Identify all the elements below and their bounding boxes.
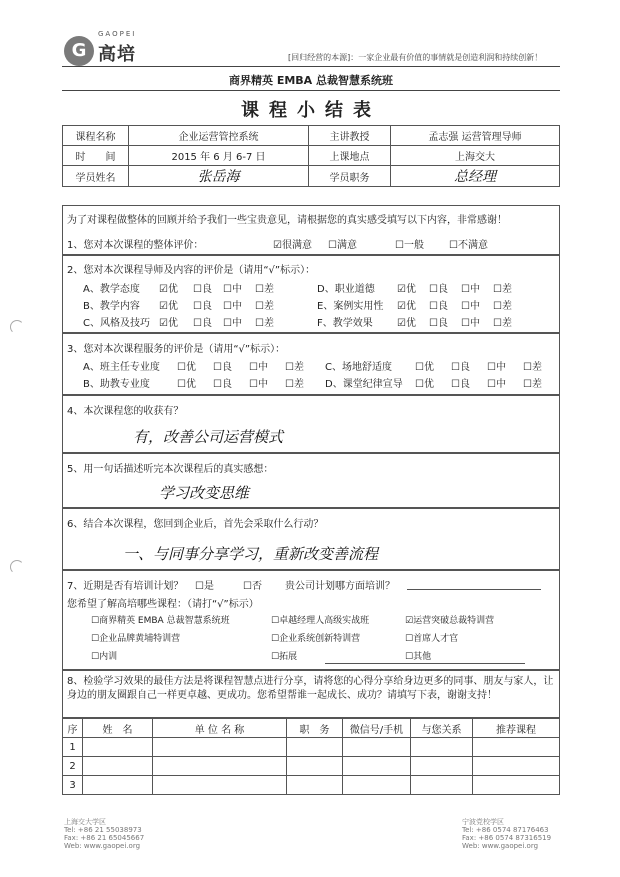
row-number: 2 <box>63 757 83 776</box>
q7-course-option[interactable]: ☐内训 <box>91 652 118 662</box>
q5-label: 5、用一句话描述听完本次课程后的真实感想： <box>67 464 274 475</box>
footer-line: Web: www.gaopei.org <box>64 842 141 850</box>
row-number: 3 <box>63 776 83 795</box>
referral-col-header: 与您关系 <box>411 719 473 738</box>
gaopei-logo <box>64 30 154 66</box>
q2-option[interactable]: ☑优 <box>159 301 178 312</box>
student-position: 总经理 <box>391 166 560 187</box>
q7-course-option[interactable]: ☐商界精英 EMBA 总裁智慧系统班 <box>91 616 230 626</box>
course-name-label: 课程名称 <box>63 126 129 146</box>
footer-line: 宁波党校学区 <box>462 818 504 826</box>
course-info-table <box>62 125 560 187</box>
referral-col-header: 职 务 <box>287 719 343 738</box>
referral-cell[interactable] <box>411 776 473 795</box>
intro-text: 为了对课程做整体的回顾并给予我们一些宝贵意见，请根据您的真实感受填写以下内容，非常感谢！ <box>67 215 507 226</box>
referral-cell[interactable] <box>83 757 153 776</box>
binder-hole <box>10 560 24 574</box>
referral-cell[interactable] <box>153 776 287 795</box>
q7-plan-label: 7、近期是否有培训计划？ <box>67 581 184 592</box>
referral-cell[interactable] <box>287 757 343 776</box>
logo-cn: 高培 <box>98 44 136 65</box>
referral-col-header: 微信号/手机 <box>343 719 411 738</box>
section-q5 <box>62 453 560 508</box>
venue-label: 上课地点 <box>309 146 391 166</box>
logo-en: GAOPEI <box>98 30 137 38</box>
q1-opt-unsatisfied[interactable]: ☐不满意 <box>449 240 488 251</box>
referral-cell[interactable] <box>287 776 343 795</box>
footer-line: 上海交大学区 <box>64 818 106 826</box>
q3-option[interactable]: ☐优 <box>415 379 434 390</box>
q2-option[interactable]: ☐良 <box>193 301 212 312</box>
q2-option[interactable]: ☑优 <box>397 301 416 312</box>
footer-right <box>462 818 551 850</box>
footer-line: Web: www.gaopei.org <box>462 842 539 850</box>
q3-option[interactable]: ☐优 <box>415 362 434 373</box>
section-intro <box>62 205 560 255</box>
q2-option[interactable]: ☑优 <box>159 284 178 295</box>
q1-opt-satisfied[interactable]: ☐满意 <box>328 240 357 251</box>
q2-option[interactable]: ☐良 <box>193 318 212 329</box>
referral-cell[interactable] <box>83 738 153 757</box>
q3-criterion-label: B、助教专业度 <box>83 379 150 390</box>
q3-label: 3、您对本次课程服务的评价是（请用“√”标示）： <box>67 344 286 355</box>
q2-option[interactable]: ☐中 <box>223 301 242 312</box>
table-row <box>63 776 560 795</box>
referral-cell[interactable] <box>343 757 411 776</box>
q2-option[interactable]: ☐中 <box>223 284 242 295</box>
q3-criterion-label: C、场地舒适度 <box>325 362 392 373</box>
q3-option[interactable]: ☐良 <box>451 379 470 390</box>
referral-cell[interactable] <box>411 757 473 776</box>
section-q7 <box>62 570 560 670</box>
course-time: 2015 年 6 月 6-7 日 <box>129 146 309 166</box>
referral-cell[interactable] <box>153 738 287 757</box>
section-q8 <box>62 670 560 718</box>
student-name: 张岳海 <box>129 166 309 187</box>
q2-option[interactable]: ☐差 <box>255 318 274 329</box>
referral-table <box>62 718 560 795</box>
q3-option[interactable]: ☐良 <box>451 362 470 373</box>
q2-option[interactable]: ☐良 <box>193 284 212 295</box>
q2-criterion-label: B、教学内容 <box>83 301 140 312</box>
q3-option[interactable]: ☐优 <box>177 362 196 373</box>
logo-g-icon: G <box>64 36 94 66</box>
q8-text: 8、检验学习效果的最佳方法是将课程智慧点进行分享，请将您的心得分享给身边更多的同事、朋友与家人，让身边的朋友圈跟自己一样更卓越、更成功。您希望帮谁一起成长、成功？请填写下表，谢谢支持！ <box>67 676 554 701</box>
q1-opt-very-satisfied[interactable]: ☑很满意 <box>273 240 312 251</box>
referral-col-header: 姓 名 <box>83 719 153 738</box>
q3-option[interactable]: ☐差 <box>285 362 304 373</box>
student-label: 学员姓名 <box>63 166 129 187</box>
referral-cell[interactable] <box>343 738 411 757</box>
q7-other-line[interactable] <box>325 663 525 664</box>
q7-course-option[interactable]: ☑运营突破总裁特训营 <box>405 616 495 626</box>
q3-criterion-label: A、班主任专业度 <box>83 362 160 373</box>
q3-option[interactable]: ☐中 <box>249 379 268 390</box>
referral-col-header: 推荐课程 <box>473 719 560 738</box>
referral-cell[interactable] <box>473 776 560 795</box>
venue: 上海交大 <box>391 146 560 166</box>
footer-line: Tel: +86 21 55038973 <box>64 826 142 834</box>
q3-option[interactable]: ☐中 <box>487 379 506 390</box>
q2-option[interactable]: ☐中 <box>223 318 242 329</box>
q2-option[interactable]: ☐中 <box>461 318 480 329</box>
q1-opt-average[interactable]: ☐一般 <box>395 240 424 251</box>
time-label: 时 间 <box>63 146 129 166</box>
program-title: 商界精英 EMBA 总裁智慧系统班 <box>228 74 394 87</box>
table-row <box>63 757 560 776</box>
q2-criterion-label: F、教学效果 <box>317 318 373 329</box>
q7-course-option[interactable]: ☐企业系统创新特训营 <box>271 634 361 644</box>
section-q3 <box>62 333 560 395</box>
q3-option[interactable]: ☐良 <box>213 379 232 390</box>
referral-cell[interactable] <box>411 738 473 757</box>
q2-criterion-label: A、教学态度 <box>83 284 140 295</box>
q5-answer: 学习改变思维 <box>159 484 250 502</box>
referral-col-header: 序 <box>63 719 83 738</box>
header-divider <box>62 66 560 67</box>
q1-label: 1、您对本次课程的整体评价： <box>67 240 204 251</box>
referral-col-header: 单 位 名 称 <box>153 719 287 738</box>
q2-option[interactable]: ☐差 <box>493 284 512 295</box>
referral-cell[interactable] <box>287 738 343 757</box>
q2-option[interactable]: ☐差 <box>255 284 274 295</box>
page-title: 课程小结表 <box>241 100 381 121</box>
q2-option[interactable]: ☐良 <box>429 301 448 312</box>
section-q4 <box>62 395 560 453</box>
section-q2 <box>62 255 560 333</box>
q7-training-label: 贵公司计划哪方面培训？ <box>285 581 395 592</box>
q7-course-option[interactable]: ☐卓越经理人高级实战班 <box>271 616 370 626</box>
q2-label: 2、您对本次课程导师及内容的评价是（请用“√”标示）： <box>67 265 316 276</box>
binder-hole <box>10 320 24 334</box>
section-q6 <box>62 508 560 570</box>
q3-option[interactable]: ☐优 <box>177 379 196 390</box>
q7-training-line[interactable] <box>407 589 541 590</box>
q2-option[interactable]: ☐差 <box>255 301 274 312</box>
q2-option[interactable]: ☐良 <box>429 318 448 329</box>
q2-option[interactable]: ☑优 <box>397 284 416 295</box>
q3-option[interactable]: ☐良 <box>213 362 232 373</box>
q3-option[interactable]: ☐中 <box>249 362 268 373</box>
footer-line: Tel: +86 0574 87176463 <box>462 826 549 834</box>
q2-option[interactable]: ☑优 <box>159 318 178 329</box>
q2-criterion-label: E、案例实用性 <box>317 301 384 312</box>
title-divider <box>62 90 560 91</box>
q7-courses-label: 您希望了解高培哪些课程：（请打“√”标示） <box>67 599 259 610</box>
q2-option[interactable]: ☐良 <box>429 284 448 295</box>
q2-criterion-label: D、职业道德 <box>317 284 375 295</box>
q4-answer: 有，改善公司运营模式 <box>133 428 284 446</box>
position-label: 学员职务 <box>309 166 391 187</box>
q6-label: 6、结合本次课程，您回到企业后，首先会采取什么行动？ <box>67 519 324 530</box>
q4-label: 4、本次课程您的收获有？ <box>67 406 184 417</box>
footer-line: Fax: +86 0574 87316519 <box>462 834 552 842</box>
q2-option[interactable]: ☐中 <box>461 301 480 312</box>
referral-cell[interactable] <box>153 757 287 776</box>
referral-cell[interactable] <box>473 757 560 776</box>
q3-option[interactable]: ☐差 <box>523 362 542 373</box>
q2-option[interactable]: ☐中 <box>461 284 480 295</box>
q2-option[interactable]: ☐差 <box>493 318 512 329</box>
footer-left <box>64 818 144 850</box>
q6-answer: 一、与同事分享学习，重新改变善流程 <box>123 545 379 563</box>
slogan: [回归经营的本源]：一家企业最有价值的事情就是创造利润和持续创新！ <box>288 53 543 62</box>
q7-course-option[interactable]: ☐拓展 <box>271 652 298 662</box>
footer-line: Fax: +86 21 65045667 <box>64 834 145 842</box>
q7-yes[interactable]: ☐是 <box>195 581 214 592</box>
q2-option[interactable]: ☑优 <box>397 318 416 329</box>
lecturer-label: 主讲教授 <box>309 126 391 146</box>
q7-no[interactable]: ☐否 <box>243 581 262 592</box>
q2-criterion-label: C、风格及技巧 <box>83 318 150 329</box>
q7-course-option[interactable]: ☐其他 <box>405 652 432 662</box>
referral-cell[interactable] <box>473 738 560 757</box>
lecturer: 孟志强 运营管理导师 <box>391 126 560 146</box>
q3-option[interactable]: ☐差 <box>285 379 304 390</box>
q7-course-option[interactable]: ☐首席人才官 <box>405 634 459 644</box>
q2-option[interactable]: ☐差 <box>493 301 512 312</box>
course-name: 企业运营管控系统 <box>129 126 309 146</box>
q3-option[interactable]: ☐差 <box>523 379 542 390</box>
q7-course-option[interactable]: ☐企业品牌黄埔特训营 <box>91 634 181 644</box>
referral-cell[interactable] <box>343 776 411 795</box>
referral-header <box>63 719 560 738</box>
table-row <box>63 738 560 757</box>
q3-option[interactable]: ☐中 <box>487 362 506 373</box>
q3-criterion-label: D、课堂纪律宣导 <box>325 379 403 390</box>
referral-cell[interactable] <box>83 776 153 795</box>
row-number: 1 <box>63 738 83 757</box>
